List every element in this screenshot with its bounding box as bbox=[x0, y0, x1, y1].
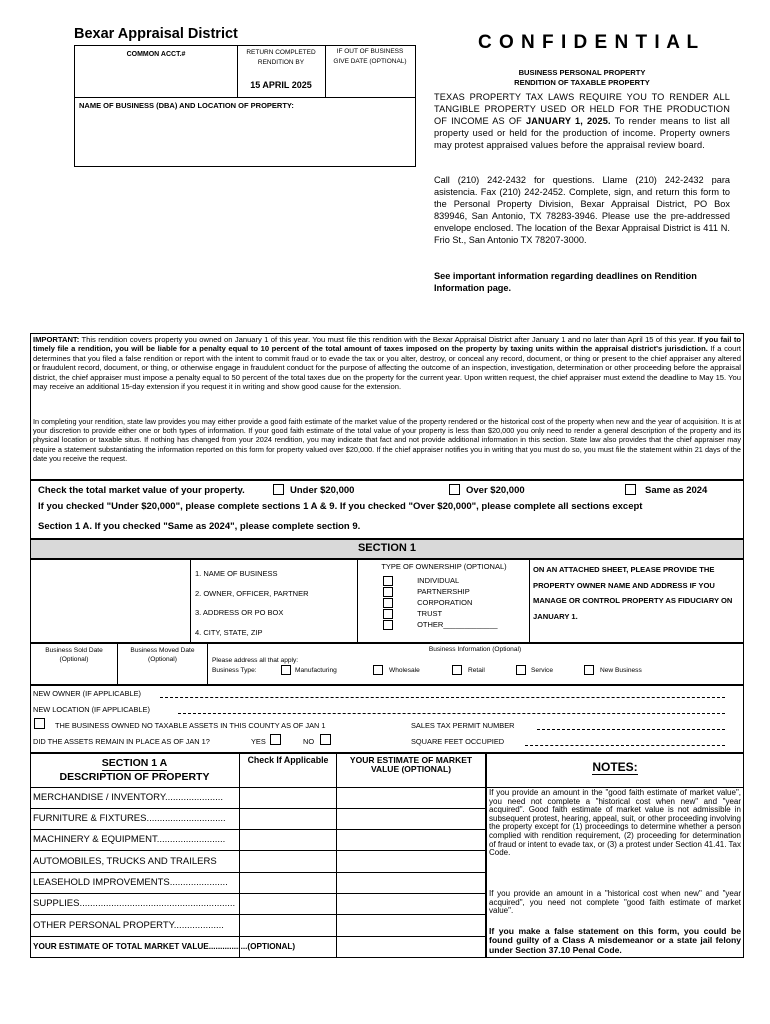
sales-tax-line[interactable] bbox=[537, 729, 725, 730]
over-20000-label: Over $20,000 bbox=[466, 485, 525, 496]
new-location-label: NEW LOCATION (IF APPLICABLE) bbox=[33, 705, 150, 714]
contact-paragraph: Call (210) 242-2432 for questions. Llame (210) 242-2432 para asistencia. Fax (210) 242-2452. Complete, sign, and return this form to the Personal Property Division, Bexar Appraisal District, PO Box 839946, San Antonio, TX 78283-3946. Please use the pre-addressed envelope enclosed. The location of the Bexar Appraisal District is 411 N. Frio St., San Antonio TX 78207-3000. bbox=[434, 175, 730, 245]
common-acct-label: COMMON ACCT.# bbox=[126, 51, 186, 58]
new-business-label: New Business bbox=[600, 667, 642, 674]
section1-fields: 1. NAME OF BUSINESS 2. OWNER, OFFICER, PARTNER 3. ADDRESS OR PO BOX 4. CITY, STATE, ZIP bbox=[195, 569, 309, 637]
no-taxable-assets-checkbox[interactable] bbox=[34, 718, 45, 729]
service-label: Service bbox=[531, 667, 553, 674]
row-merchandise: MERCHANDISE / INVENTORY...................... bbox=[33, 792, 224, 803]
under-20000-label: Under $20,000 bbox=[290, 485, 355, 496]
new-location-line[interactable] bbox=[178, 713, 725, 714]
same-as-2024-checkbox[interactable] bbox=[625, 484, 636, 495]
square-feet-line[interactable] bbox=[525, 745, 725, 746]
ownership-options: INDIVIDUAL PARTNERSHIP CORPORATION TRUST OTHER_____________ bbox=[383, 575, 498, 630]
business-type-label: Business Type: bbox=[212, 667, 257, 674]
ownership-title: TYPE OF OWNERSHIP (OPTIONAL) bbox=[381, 562, 507, 571]
attached-sheet-note: ON AN ATTACHED SHEET, PLEASE PROVIDE THE PROPERTY OWNER NAME AND ADDRESS IF YOU MANAGE OR CONTROL PROPERTY AS FIDUCIARY ON JANUARY 1. bbox=[533, 565, 733, 621]
note-3: If you make a false statement on this form, you could be found guilty of a Class A misdemeanor or a state jail felony under Section 37.10 Penal Code. bbox=[489, 926, 741, 955]
row-machinery: MACHINERY & EQUIPMENT.......................... bbox=[33, 834, 226, 845]
corporation-checkbox[interactable] bbox=[383, 598, 393, 608]
yes-checkbox[interactable] bbox=[270, 734, 281, 745]
same-as-2024-label: Same as 2024 bbox=[645, 485, 708, 496]
note-2: If you provide an amount in a "historical cost when new" and "year acquired", you need not complete "good faith estimate of market value". bbox=[489, 889, 741, 916]
assets-remain-label: DID THE ASSETS REMAIN IN PLACE AS OF JAN 1? bbox=[33, 737, 210, 746]
trust-checkbox[interactable] bbox=[383, 609, 393, 619]
section1-title: SECTION 1 bbox=[357, 542, 417, 554]
estimate-cell-merchandise[interactable] bbox=[337, 788, 485, 808]
partnership-checkbox[interactable] bbox=[383, 587, 393, 597]
section1a-title: SECTION 1 A DESCRIPTION OF PROPERTY bbox=[59, 757, 210, 783]
no-checkbox[interactable] bbox=[320, 734, 331, 745]
row-leasehold: LEASEHOLD IMPROVEMENTS...................... bbox=[33, 877, 228, 888]
check-cell-merchandise[interactable] bbox=[240, 788, 335, 808]
no-label: NO bbox=[303, 737, 315, 746]
sold-date-label: Business Sold Date (Optional) bbox=[45, 647, 103, 663]
check-if-applicable-header: Check If Applicable bbox=[247, 755, 329, 765]
square-feet-label: SQUARE FEET OCCUPIED bbox=[411, 737, 505, 746]
district-name: Bexar Appraisal District bbox=[74, 26, 238, 42]
see-important-note: See important information regarding deadlines on Rendition Information page. bbox=[434, 271, 697, 293]
retail-checkbox[interactable] bbox=[452, 665, 462, 675]
retail-label: Retail bbox=[468, 667, 485, 674]
confidential-title: C O N F I D E N T I A L bbox=[478, 32, 700, 53]
row-other-property: OTHER PERSONAL PROPERTY................... bbox=[33, 920, 224, 931]
moved-date-label: Business Moved Date (Optional) bbox=[130, 647, 195, 663]
return-date: 15 APRIL 2025 bbox=[250, 80, 312, 90]
manufacturing-label: Manufacturing bbox=[295, 667, 337, 674]
return-completed-label: RETURN COMPLETED RENDITION BY bbox=[246, 49, 316, 66]
new-owner-label: NEW OWNER (IF APPLICABLE) bbox=[33, 689, 142, 698]
no-taxable-assets-label: THE BUSINESS OWNED NO TAXABLE ASSETS IN THIS COUNTY AS OF JAN 1 bbox=[55, 721, 326, 730]
wholesale-checkbox[interactable] bbox=[373, 665, 383, 675]
individual-checkbox[interactable] bbox=[383, 576, 393, 586]
name-of-business-label: NAME OF BUSINESS (DBA) AND LOCATION OF PROPERTY: bbox=[79, 101, 294, 110]
market-value-instructions-1: If you checked "Under $20,000", please complete sections 1 A & 9. If you checked "Over $20,000", please complete all sections except bbox=[38, 501, 643, 512]
wholesale-label: Wholesale bbox=[389, 667, 420, 674]
service-checkbox[interactable] bbox=[516, 665, 526, 675]
business-info-title: Business Information (Optional) bbox=[428, 646, 522, 653]
total-market-value-label: YOUR ESTIMATE OF TOTAL MARKET VALUE.................(OPTIONAL) bbox=[33, 942, 296, 951]
important-paragraph-1: IMPORTANT: This rendition covers property you owned on January 1 of this year. You must file this rendition with the Bexar Appraisal District after January 1 and no later than April 15 of this year. If you fail to timely file a rendition, you will be liable for a penalty equal to 10 percent of the total amount of taxes imposed on the property by taxing units within the appraisal district's jurisdiction. If a court determines that you filed a false rendition or report with the intent to commit fraud or to evade the tax or you alter, destroy, or conceal any record, document, or thing or present to the chief appraiser any altered or fraudulent record, document, or thing, or otherwise engage in fraudulent conduct for the purpose of affecting the outcome of an inspection, investigation, determination or other proceeding before the appraisal district, the chief appraiser must impose a penalty equal to 50 percent of the total taxes due on the property for the current year. Upon written request, the chief appraiser must extend the deadline to May 15. You may receive an additional 15-day extension if you request it in writing and show good cause for the extension. bbox=[33, 335, 741, 392]
under-20000-checkbox[interactable] bbox=[273, 484, 284, 495]
row-supplies: SUPPLIES........................................................... bbox=[33, 898, 236, 909]
other-checkbox[interactable] bbox=[383, 620, 393, 630]
market-value-instructions-2: Section 1 A. If you checked "Same as 2024", please complete section 9. bbox=[38, 521, 361, 532]
out-of-business-label: IF OUT OF BUSINESS GIVE DATE (OPTIONAL) bbox=[333, 48, 407, 65]
row-automobiles: AUTOMOBILES, TRUCKS AND TRAILERS bbox=[33, 856, 217, 867]
sales-tax-label: SALES TAX PERMIT NUMBER bbox=[411, 721, 515, 730]
notes-title: NOTES: bbox=[592, 760, 638, 774]
market-value-check-label: Check the total market value of your property. bbox=[38, 485, 245, 496]
yes-label: YES bbox=[251, 737, 266, 746]
new-owner-line[interactable] bbox=[160, 697, 725, 698]
note-1: If you provide an amount in the "good faith estimate of market value", you need not complete a "historical cost when new" and "year acquired". Good faith estimate of market value is not admissible in subsequent protest, hearing, appeal, suit, or other proceeding involving the property except for (1) proceedings to determine whether a person complied with rendition requirement, (2) proceeding for determination of fraud or intent to evade tax, or (3) a protest under Section 41.41. Tax Code. bbox=[489, 788, 741, 858]
row-furniture: FURNITURE & FIXTURES.............................. bbox=[33, 813, 226, 824]
manufacturing-checkbox[interactable] bbox=[281, 665, 291, 675]
important-paragraph-2: In completing your rendition, state law provides you may either provide a good faith estimate of the market value of the property rendered or the historical cost of the property when new and the year of acquisition. It is at your discretion to provide either one or both types of information. If your good faith estimate of the total value of your property is less than $20,000 you only need to render a general description of the property and its physical location or taxable situs. If nothing has changed from your 2024 rendition, you may indicate that fact and not provide additional information in this section. State law also provides that the chief appraiser may require a statement substantiating the information reported on this form for property valued over $20,000. If the chief appraiser notifies you in writing that you must do so, you must file the statement within 21 days of the date you receive the request. bbox=[33, 417, 741, 463]
rendition-title: BUSINESS PERSONAL PROPERTY RENDITION OF TAXABLE PROPERTY bbox=[514, 68, 650, 87]
new-business-checkbox[interactable] bbox=[584, 665, 594, 675]
address-all-label: Please address all that apply: bbox=[212, 657, 299, 664]
over-20000-checkbox[interactable] bbox=[449, 484, 460, 495]
estimate-header: YOUR ESTIMATE OF MARKET VALUE (OPTIONAL) bbox=[349, 755, 473, 774]
law-paragraph: TEXAS PROPERTY TAX LAWS REQUIRE YOU TO RENDER ALL TANGIBLE PROPERTY USED OR HELD FOR THE PRODUCTION OF INCOME AS OF JANUARY 1, 2025. To render means to list all property used or held for the production of income. Property owners may protest appraised values before the appraisal review board. bbox=[434, 92, 730, 150]
